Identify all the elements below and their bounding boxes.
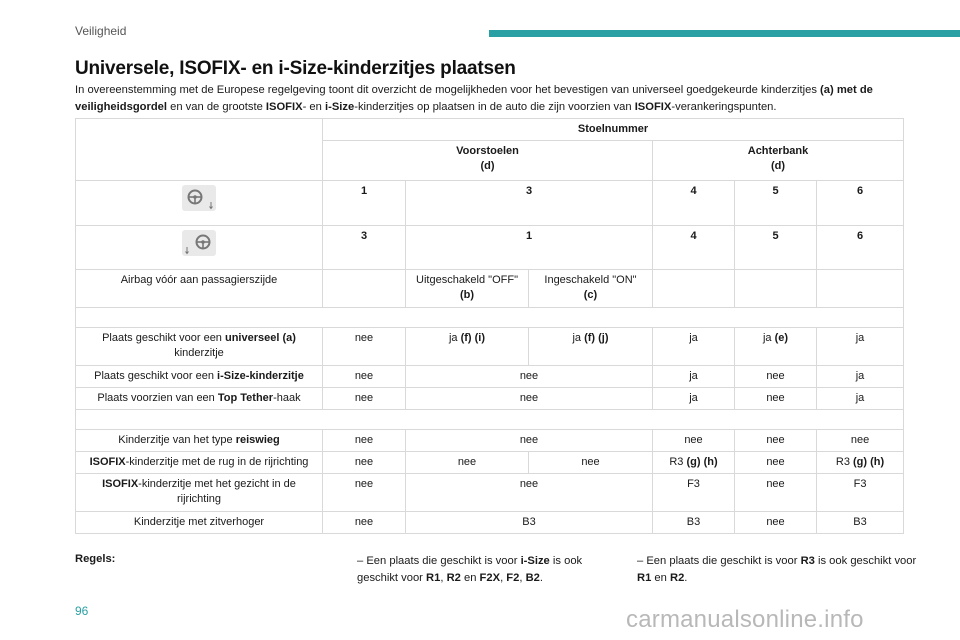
table-row	[76, 430, 904, 452]
rear-bench-header: Achterbank (d)	[653, 141, 904, 181]
table-cell: R3 (g) (h)	[653, 452, 735, 474]
table-cell: ja (f) (j)	[529, 328, 653, 366]
seat-num-cell: 6	[817, 226, 904, 270]
empty-cell	[653, 270, 735, 308]
table-cell: nee	[323, 328, 406, 366]
child-seat-table	[75, 118, 904, 534]
table-cell: ja	[817, 328, 904, 366]
empty-cell	[735, 270, 817, 308]
front-seats-header: Voorstoelen (d)	[323, 141, 653, 181]
table-cell: ja	[653, 388, 735, 410]
rules-label: Regels:	[75, 553, 116, 565]
table-cell: ja	[653, 366, 735, 388]
spacer-row	[76, 308, 904, 328]
table-cell: nee	[323, 452, 406, 474]
seat-number-header: Stoelnummer	[323, 119, 904, 141]
page-title: Universele, ISOFIX- en i-Size-kinderzitjes plaatsen	[75, 58, 516, 79]
row-label: ISOFIX-kinderzitje met de rug in de rijrichting	[76, 452, 323, 474]
lhd-cell	[76, 181, 323, 226]
table-cell: ja (f) (i)	[406, 328, 529, 366]
seat-num-cell: 5	[735, 226, 817, 270]
empty-corner	[76, 119, 323, 181]
table-cell: nee	[406, 366, 653, 388]
row-label: Plaats geschikt voor een universeel (a) kinderzitje	[76, 328, 323, 366]
seat-num-cell: 3	[406, 181, 653, 226]
table-cell: R3 (g) (h)	[817, 452, 904, 474]
table-row	[76, 328, 904, 366]
table-row	[76, 388, 904, 410]
table-cell: nee	[653, 430, 735, 452]
rule-isize: – Een plaats die geschikt is voor i-Size is ook geschikt voor R1, R2 en F2X, F2, B2.	[357, 555, 583, 584]
table-cell: nee	[735, 366, 817, 388]
table-row	[76, 366, 904, 388]
table-row	[76, 452, 904, 474]
table-cell: nee	[323, 366, 406, 388]
airbag-on-cell: Ingeschakeld "ON" (c)	[529, 270, 653, 308]
empty-cell	[817, 270, 904, 308]
table-cell: nee	[323, 430, 406, 452]
table-row	[76, 226, 904, 270]
table-cell: nee	[406, 452, 529, 474]
spacer-row	[76, 410, 904, 430]
intro-paragraph: In overeenstemming met de Europese regelgeving toont dit overzicht de mogelijkheden voor het bevestigen van universeel goedgekeurde kinderzitjes (a) met de veiligheidsgordel en van de grootste ISOFIX- en i-Size-kinderzitjes op plaatsen in de auto die zijn voorzien van ISOFIX-verankeringspunten.	[75, 84, 873, 113]
page-number: 96	[75, 604, 89, 618]
table-cell: B3	[817, 512, 904, 534]
table-cell: nee	[529, 452, 653, 474]
table-cell: nee	[323, 388, 406, 410]
table-cell: nee	[323, 474, 406, 512]
airbag-off-cell: Uitgeschakeld "OFF" (b)	[406, 270, 529, 308]
empty-cell	[323, 270, 406, 308]
table-cell: ja (e)	[735, 328, 817, 366]
rhd-cell	[76, 226, 323, 270]
table-row	[76, 270, 904, 308]
table-cell: nee	[735, 452, 817, 474]
airbag-label: Airbag vóór aan passagierszijde	[76, 270, 323, 308]
seat-num-cell: 1	[406, 226, 653, 270]
table-cell: nee	[406, 388, 653, 410]
steering-wheel-lhd-icon	[181, 184, 217, 212]
steering-wheel-rhd-icon	[181, 229, 217, 257]
section-label: Veiligheid	[75, 24, 127, 38]
row-label: ISOFIX-kinderzitje met het gezicht in de rijrichting	[76, 474, 323, 512]
seat-num-cell: 6	[817, 181, 904, 226]
seat-num-cell: 4	[653, 181, 735, 226]
header-accent-bar	[489, 30, 960, 37]
rule-r3: – Een plaats die geschikt is voor R3 is ook geschikt voor R1 en R2.	[637, 555, 917, 584]
row-label: Kinderzitje met zitverhoger	[76, 512, 323, 534]
table-cell: ja	[817, 388, 904, 410]
seat-num-cell: 5	[735, 181, 817, 226]
watermark: carmanualsonline.info	[626, 606, 864, 633]
table-cell: B3	[406, 512, 653, 534]
table-cell: nee	[735, 388, 817, 410]
row-label: Kinderzitje van het type reiswieg	[76, 430, 323, 452]
table-cell: nee	[735, 430, 817, 452]
table-cell: nee	[817, 430, 904, 452]
table-cell: nee	[323, 512, 406, 534]
table-cell: nee	[406, 474, 653, 512]
row-label: Plaats voorzien van een Top Tether-haak	[76, 388, 323, 410]
table-cell: F3	[817, 474, 904, 512]
table-cell: nee	[406, 430, 653, 452]
seat-num-cell: 1	[323, 181, 406, 226]
table-cell: ja	[817, 366, 904, 388]
table-row	[76, 512, 904, 534]
table-cell: B3	[653, 512, 735, 534]
row-label: Plaats geschikt voor een i-Size-kinderzitje	[76, 366, 323, 388]
table-cell: nee	[735, 474, 817, 512]
table-cell: nee	[735, 512, 817, 534]
seat-num-cell: 4	[653, 226, 735, 270]
table-row	[76, 474, 904, 512]
table-cell: ja	[653, 328, 735, 366]
table-cell: F3	[653, 474, 735, 512]
seat-num-cell: 3	[323, 226, 406, 270]
table-row	[76, 181, 904, 226]
